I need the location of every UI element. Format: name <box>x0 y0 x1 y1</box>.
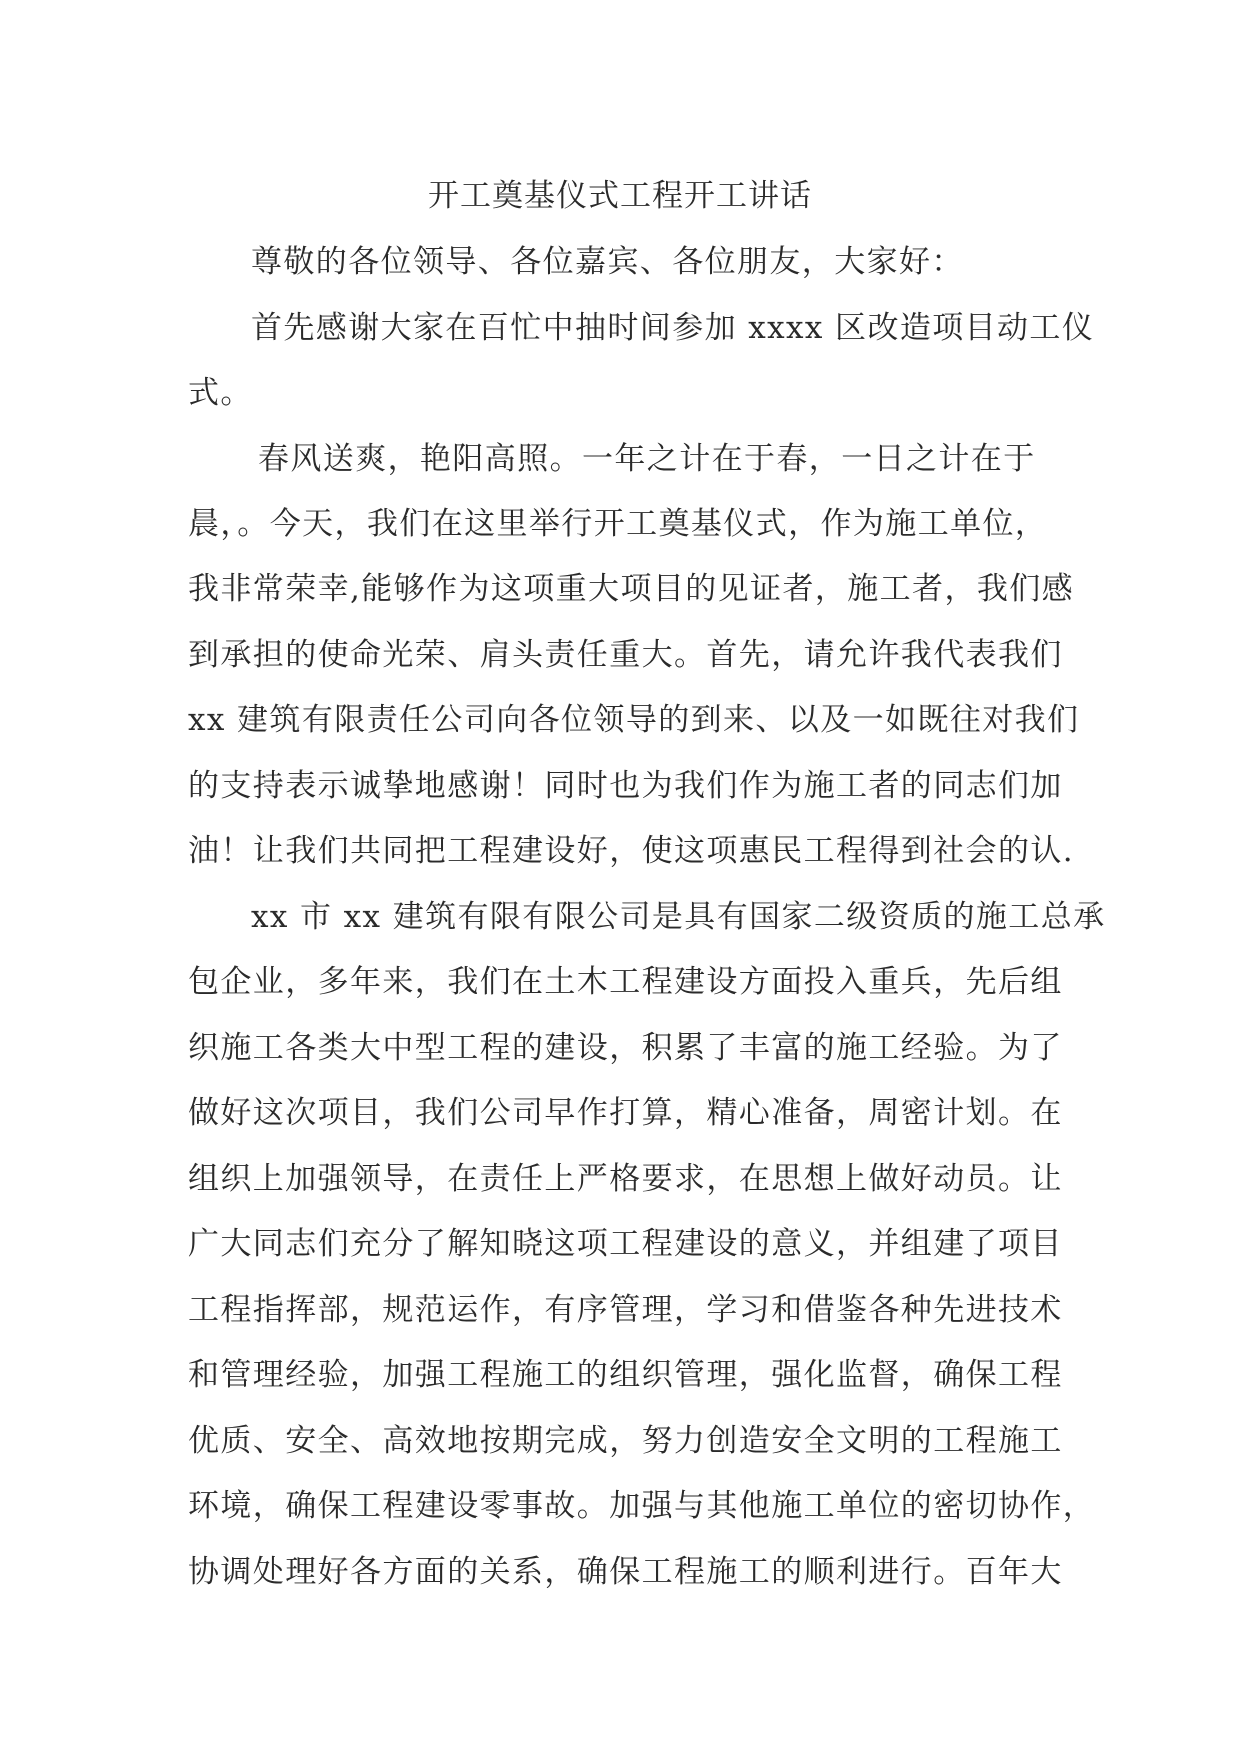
text-line: 式。 <box>188 375 253 411</box>
text-line: 我非常荣幸,能够作为这项重大项目的见证者，施工者，我们感 <box>188 571 1075 607</box>
text-line: 的支持表示诚挚地感谢！同时也为我们作为施工者的同志们加 <box>188 768 1063 804</box>
text-line: xx 市 xx 建筑有限有限公司是具有国家二级资质的施工总承 <box>251 899 1106 935</box>
text-line: 春风送爽，艳阳高照。一年之计在于春，一日之计在于 <box>258 441 1036 477</box>
text-line: 环境，确保工程建设零事故。加强与其他施工单位的密切协作， <box>188 1488 1096 1524</box>
text-line: 和管理经验，加强工程施工的组织管理，强化监督，确保工程 <box>188 1357 1063 1393</box>
text-line: 首先感谢大家在百忙中抽时间参加 xxxx 区改造项目动工仪 <box>251 310 1095 346</box>
text-line: 工程指挥部，规范运作，有序管理，学习和借鉴各种先进技术 <box>188 1292 1063 1328</box>
text-line: 做好这次项目，我们公司早作打算，精心准备，周密计划。在 <box>188 1095 1063 1131</box>
text-line: 油！让我们共同把工程建设好，使这项惠民工程得到社会的认. <box>188 833 1075 869</box>
text-line: 广大同志们充分了解知晓这项工程建设的意义，并组建了项目 <box>188 1226 1063 1262</box>
document-title: 开工奠基仪式工程开工讲话 <box>428 178 812 214</box>
text-line: 包企业，多年来，我们在土木工程建设方面投入重兵，先后组 <box>188 964 1063 1000</box>
text-line: 织施工各类大中型工程的建设，积累了丰富的施工经验。为了 <box>188 1030 1063 1066</box>
text-line: 晨，。今天，我们在这里举行开工奠基仪式，作为施工单位， <box>188 506 1048 542</box>
text-line: 优质、安全、高效地按期完成，努力创造安全文明的工程施工 <box>188 1423 1063 1459</box>
text-line: 尊敬的各位领导、各位嘉宾、各位朋友，大家好： <box>251 244 964 280</box>
text-line: xx 建筑有限责任公司向各位领导的到来、以及一如既往对我们 <box>188 702 1080 738</box>
text-line: 协调处理好各方面的关系，确保工程施工的顺利进行。百年大 <box>188 1554 1063 1590</box>
text-line: 组织上加强领导，在责任上严格要求，在思想上做好动员。让 <box>188 1161 1063 1197</box>
text-line: 到承担的使命光荣、肩头责任重大。首先，请允许我代表我们 <box>188 637 1063 673</box>
